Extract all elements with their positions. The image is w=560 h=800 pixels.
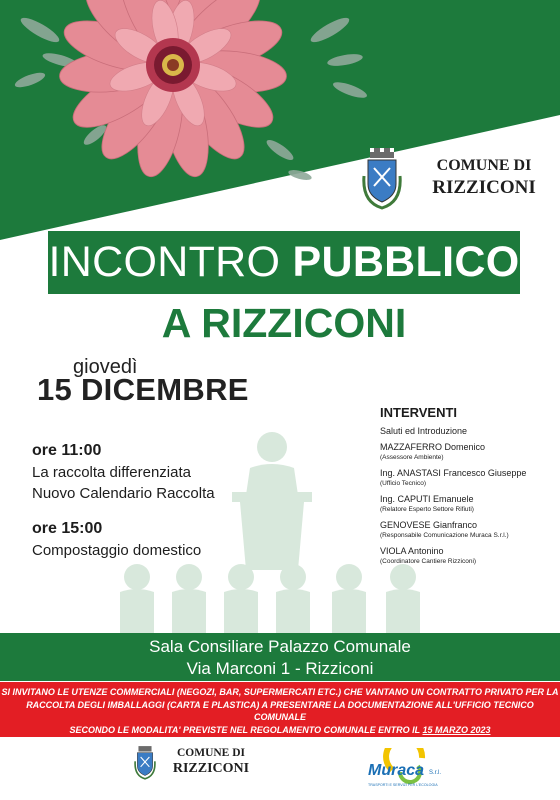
muraca-name: Muraca <box>368 762 425 779</box>
speaker-role: (Responsabile Comunicazione Muraca S.r.l.) <box>380 532 509 539</box>
speakers-panel <box>380 405 560 572</box>
notice-deadline: 15 MARZO 2023 <box>422 724 491 735</box>
speaker-name: Ing. CAPUTI Emanuele <box>380 494 474 504</box>
header-municipality-name <box>424 155 544 199</box>
header-comune-line1: COMUNE DI <box>436 157 532 174</box>
speakers-intro: Saluti ed Introduzione <box>380 426 468 436</box>
title-part2: PUBBLICO <box>292 238 520 286</box>
schedule-item <box>32 518 201 561</box>
muraca-suffix: S.r.l. <box>429 770 442 776</box>
footer-comune-line2: RIZZICONI <box>172 761 250 776</box>
speaker-name: Ing. ANASTASI Francesco Giuseppe <box>380 468 527 478</box>
venue-address: Via Marconi 1 - Rizziconi <box>186 659 374 678</box>
speaker-role: (Coordinatore Cantiere Rizziconi) <box>380 558 477 565</box>
speaker-role: (Relatore Esperto Settore Rifiuti) <box>380 506 474 513</box>
notice-line <box>0 724 560 737</box>
footer-comune-line1: COMUNE DI <box>176 747 246 759</box>
venue-name: Sala Consiliare Palazzo Comunale <box>149 637 411 656</box>
event-date: 15 DICEMBRE <box>37 372 249 407</box>
event-weekday: giovedì <box>73 356 138 378</box>
speaker-item <box>380 442 560 462</box>
speaker-item <box>380 468 560 488</box>
title-part1: INCONTRO <box>48 238 293 286</box>
speaker-item <box>380 494 560 514</box>
speaker-name: GENOVESE Gianfranco <box>380 520 478 530</box>
speaker-role: (Ufficio Tecnico) <box>380 480 426 487</box>
schedule-topic: La raccolta differenziata <box>32 464 191 481</box>
notice-line: RACCOLTA DEGLI IMBALLAGGI (CARTA E PLASTICA) A PRESENTARE LA DOCUMENTAZIONE ALL'UFFICIO TECNICO COMUNALE <box>26 699 534 722</box>
speaker-item <box>380 520 560 540</box>
speaker-name: MAZZAFERRO Domenico <box>380 442 486 452</box>
schedule-time: ore 15:00 <box>32 520 103 537</box>
title-subtitle: A RIZZICONI <box>161 300 407 346</box>
notice-line-prefix: SECONDO LE MODALITA' PREVISTE NEL REGOLAMENTO COMUNALE ENTRO IL <box>69 724 423 735</box>
speaker-item <box>380 546 560 566</box>
notice-line: SI INVITANO LE UTENZE COMMERCIALI (NEGOZI, BAR, SUPERMERCATI ETC.) CHE VANTANO UN CONTRATTO PRIVATO PER LA <box>1 687 559 697</box>
title-banner <box>48 231 520 294</box>
muraca-tagline: TRASPORTI E SERVIZI PER L'ECOLOGIA <box>368 783 438 787</box>
venue-banner <box>0 633 560 681</box>
header-comune-line2: RIZZICONI <box>432 177 536 198</box>
speaker-role: (Assessore Ambiente) <box>380 454 444 461</box>
schedule-item <box>32 440 215 504</box>
schedule-topic: Nuovo Calendario Raccolta <box>32 485 215 502</box>
schedule-topic: Compostaggio domestico <box>32 542 202 559</box>
muraca-logo <box>362 748 462 792</box>
coat-of-arms-icon <box>360 146 404 212</box>
notice-banner <box>0 682 560 737</box>
footer-municipality-name <box>165 746 257 776</box>
flower-illustration <box>40 0 340 210</box>
schedule-time: ore 11:00 <box>32 442 102 459</box>
footer-coat-of-arms-icon <box>133 745 157 781</box>
speaker-name: VIOLA Antonino <box>380 546 444 556</box>
speakers-heading: INTERVENTI <box>380 405 458 420</box>
